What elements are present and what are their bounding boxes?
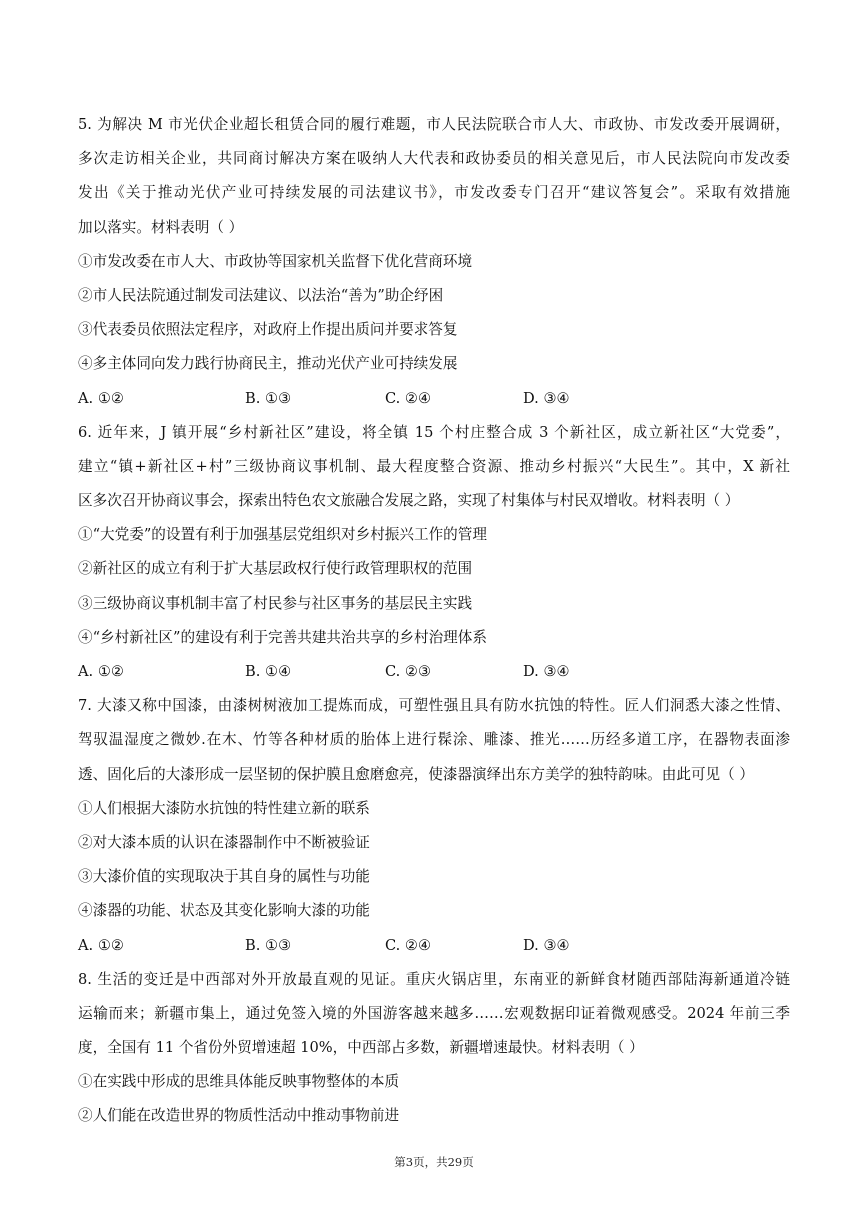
question-stem-line: 发出《关于推动光伏产业可持续发展的司法建议书》，市发改委专门召开“建议答复会”。采取有效措施 xyxy=(78,184,790,202)
statement-item: ②对大漆本质的认识在漆器制作中不断被验证 xyxy=(78,833,370,851)
answer-option-a: A. ①② xyxy=(78,663,124,680)
statement-item: ③代表委员依照法定程序，对政府上作提出质问并要求答复 xyxy=(78,321,458,339)
question-stem-line: 驾驭温湿度之微妙.在木、竹等各种材质的胎体上进行髹涂、雕漆、推光……历经多道工序，在器物表面渗 xyxy=(78,731,790,749)
question-stem-line: 8. 生活的变迁是中西部对外开放最直观的见证。重庆火锅店里，东南亚的新鲜食材随西部陆海新通道冷链 xyxy=(78,970,790,988)
question-stem-line: 多次走访相关企业，共同商讨解决方案在吸纳人大代表和政协委员的相关意见后，市人民法院向市发改委 xyxy=(78,150,790,168)
statement-item: ②新社区的成立有利于扩大基层政权行使行政管理职权的范围 xyxy=(78,560,473,578)
question-stem-line: 运输而来；新疆市集上，通过免签入境的外国游客越来越多……宏观数据印证着微观感受。2024 年前三季 xyxy=(78,1004,790,1022)
question-stem-line: 6. 近年来，J 镇开展“乡村新社区”建设，将全镇 15 个村庄整合成 3 个新社区，成立新社区“大党委”， xyxy=(78,423,790,441)
statement-item: ②人们能在改造世界的物质性活动中推动事物前进 xyxy=(78,1107,400,1125)
question-block xyxy=(78,689,790,963)
statement-item: ③大漆价值的实现取决于其自身的属性与功能 xyxy=(78,868,370,886)
answer-option-b: B. ①③ xyxy=(245,936,292,954)
statement-item: ①“大党委”的设置有利于加强基层党组织对乡村振兴工作的管理 xyxy=(78,526,487,544)
answer-option-c: C. ②④ xyxy=(385,389,432,407)
question-stem-line: 7. 大漆又称中国漆，由漆树树液加工提炼而成，可塑性强且具有防水抗蚀的特性。匠人们洞悉大漆之性情、 xyxy=(78,697,790,715)
question-stem-line: 5. 为解决 M 市光伏企业超长租赁合同的履行难题，市人民法院联合市人大、市政协、市发改委开展调研， xyxy=(78,116,790,133)
question-stem-line: 区多次召开协商议事会，探索出特色农文旅融合发展之路，实现了村集体与村民双增收。材料表明（ ） xyxy=(78,492,740,510)
question-block xyxy=(78,108,790,416)
answer-options xyxy=(78,655,790,689)
statement-item: ①在实践中形成的思维具体能反映事物整体的本质 xyxy=(78,1073,400,1091)
answer-option-d: D. ③④ xyxy=(523,389,570,407)
statement-item: ④漆器的功能、状态及其变化影响大漆的功能 xyxy=(78,902,370,920)
question-content xyxy=(78,108,790,1134)
answer-option-a: A. ①② xyxy=(78,389,124,407)
answer-option-b: B. ①③ xyxy=(245,389,292,407)
question-stem-line: 加以落实。材料表明（ ） xyxy=(78,218,244,236)
statement-item: ①人们根据大漆防水抗蚀的特性建立新的联系 xyxy=(78,799,370,817)
statement-item: ②市人民法院通过制发司法建议、以法治“善为”助企纾困 xyxy=(78,286,444,304)
answer-option-c: C. ②③ xyxy=(385,663,432,680)
answer-option-a: A. ①② xyxy=(78,936,124,954)
question-stem-line: 建立“镇+新社区+村”三级协商议事机制、最大程度整合资源、推动乡村振兴“大民生”。其中，X 新社 xyxy=(78,457,790,475)
page-footer: 第3页，共29页 xyxy=(394,1155,474,1169)
answer-option-c: C. ②④ xyxy=(385,936,432,954)
statement-item: ④“乡村新社区”的建设有利于完善共建共治共享的乡村治理体系 xyxy=(78,628,487,646)
answer-options xyxy=(78,382,790,416)
answer-option-d: D. ③④ xyxy=(523,936,570,954)
answer-options xyxy=(78,929,790,963)
answer-option-b: B. ①④ xyxy=(245,663,292,680)
question-block xyxy=(78,416,790,690)
question-block xyxy=(78,963,790,1134)
statement-item: ③三级协商议事机制丰富了村民参与社区事务的基层民主实践 xyxy=(78,594,473,612)
statement-item: ①市发改委在市人大、市政协等国家机关监督下优化营商环境 xyxy=(78,252,473,270)
question-stem-line: 透、固化后的大漆形成一层坚韧的保护膜且愈磨愈亮，使漆器演绎出东方美学的独特韵味。由此可见（ ） xyxy=(78,765,754,783)
question-stem-line: 度，全国有 11 个省份外贸增速超 10%，中西部占多数，新疆增速最快。材料表明（ ） xyxy=(78,1039,644,1057)
statement-item: ④多主体同向发力践行协商民主，推动光伏产业可持续发展 xyxy=(78,355,458,373)
answer-option-d: D. ③④ xyxy=(523,663,570,680)
